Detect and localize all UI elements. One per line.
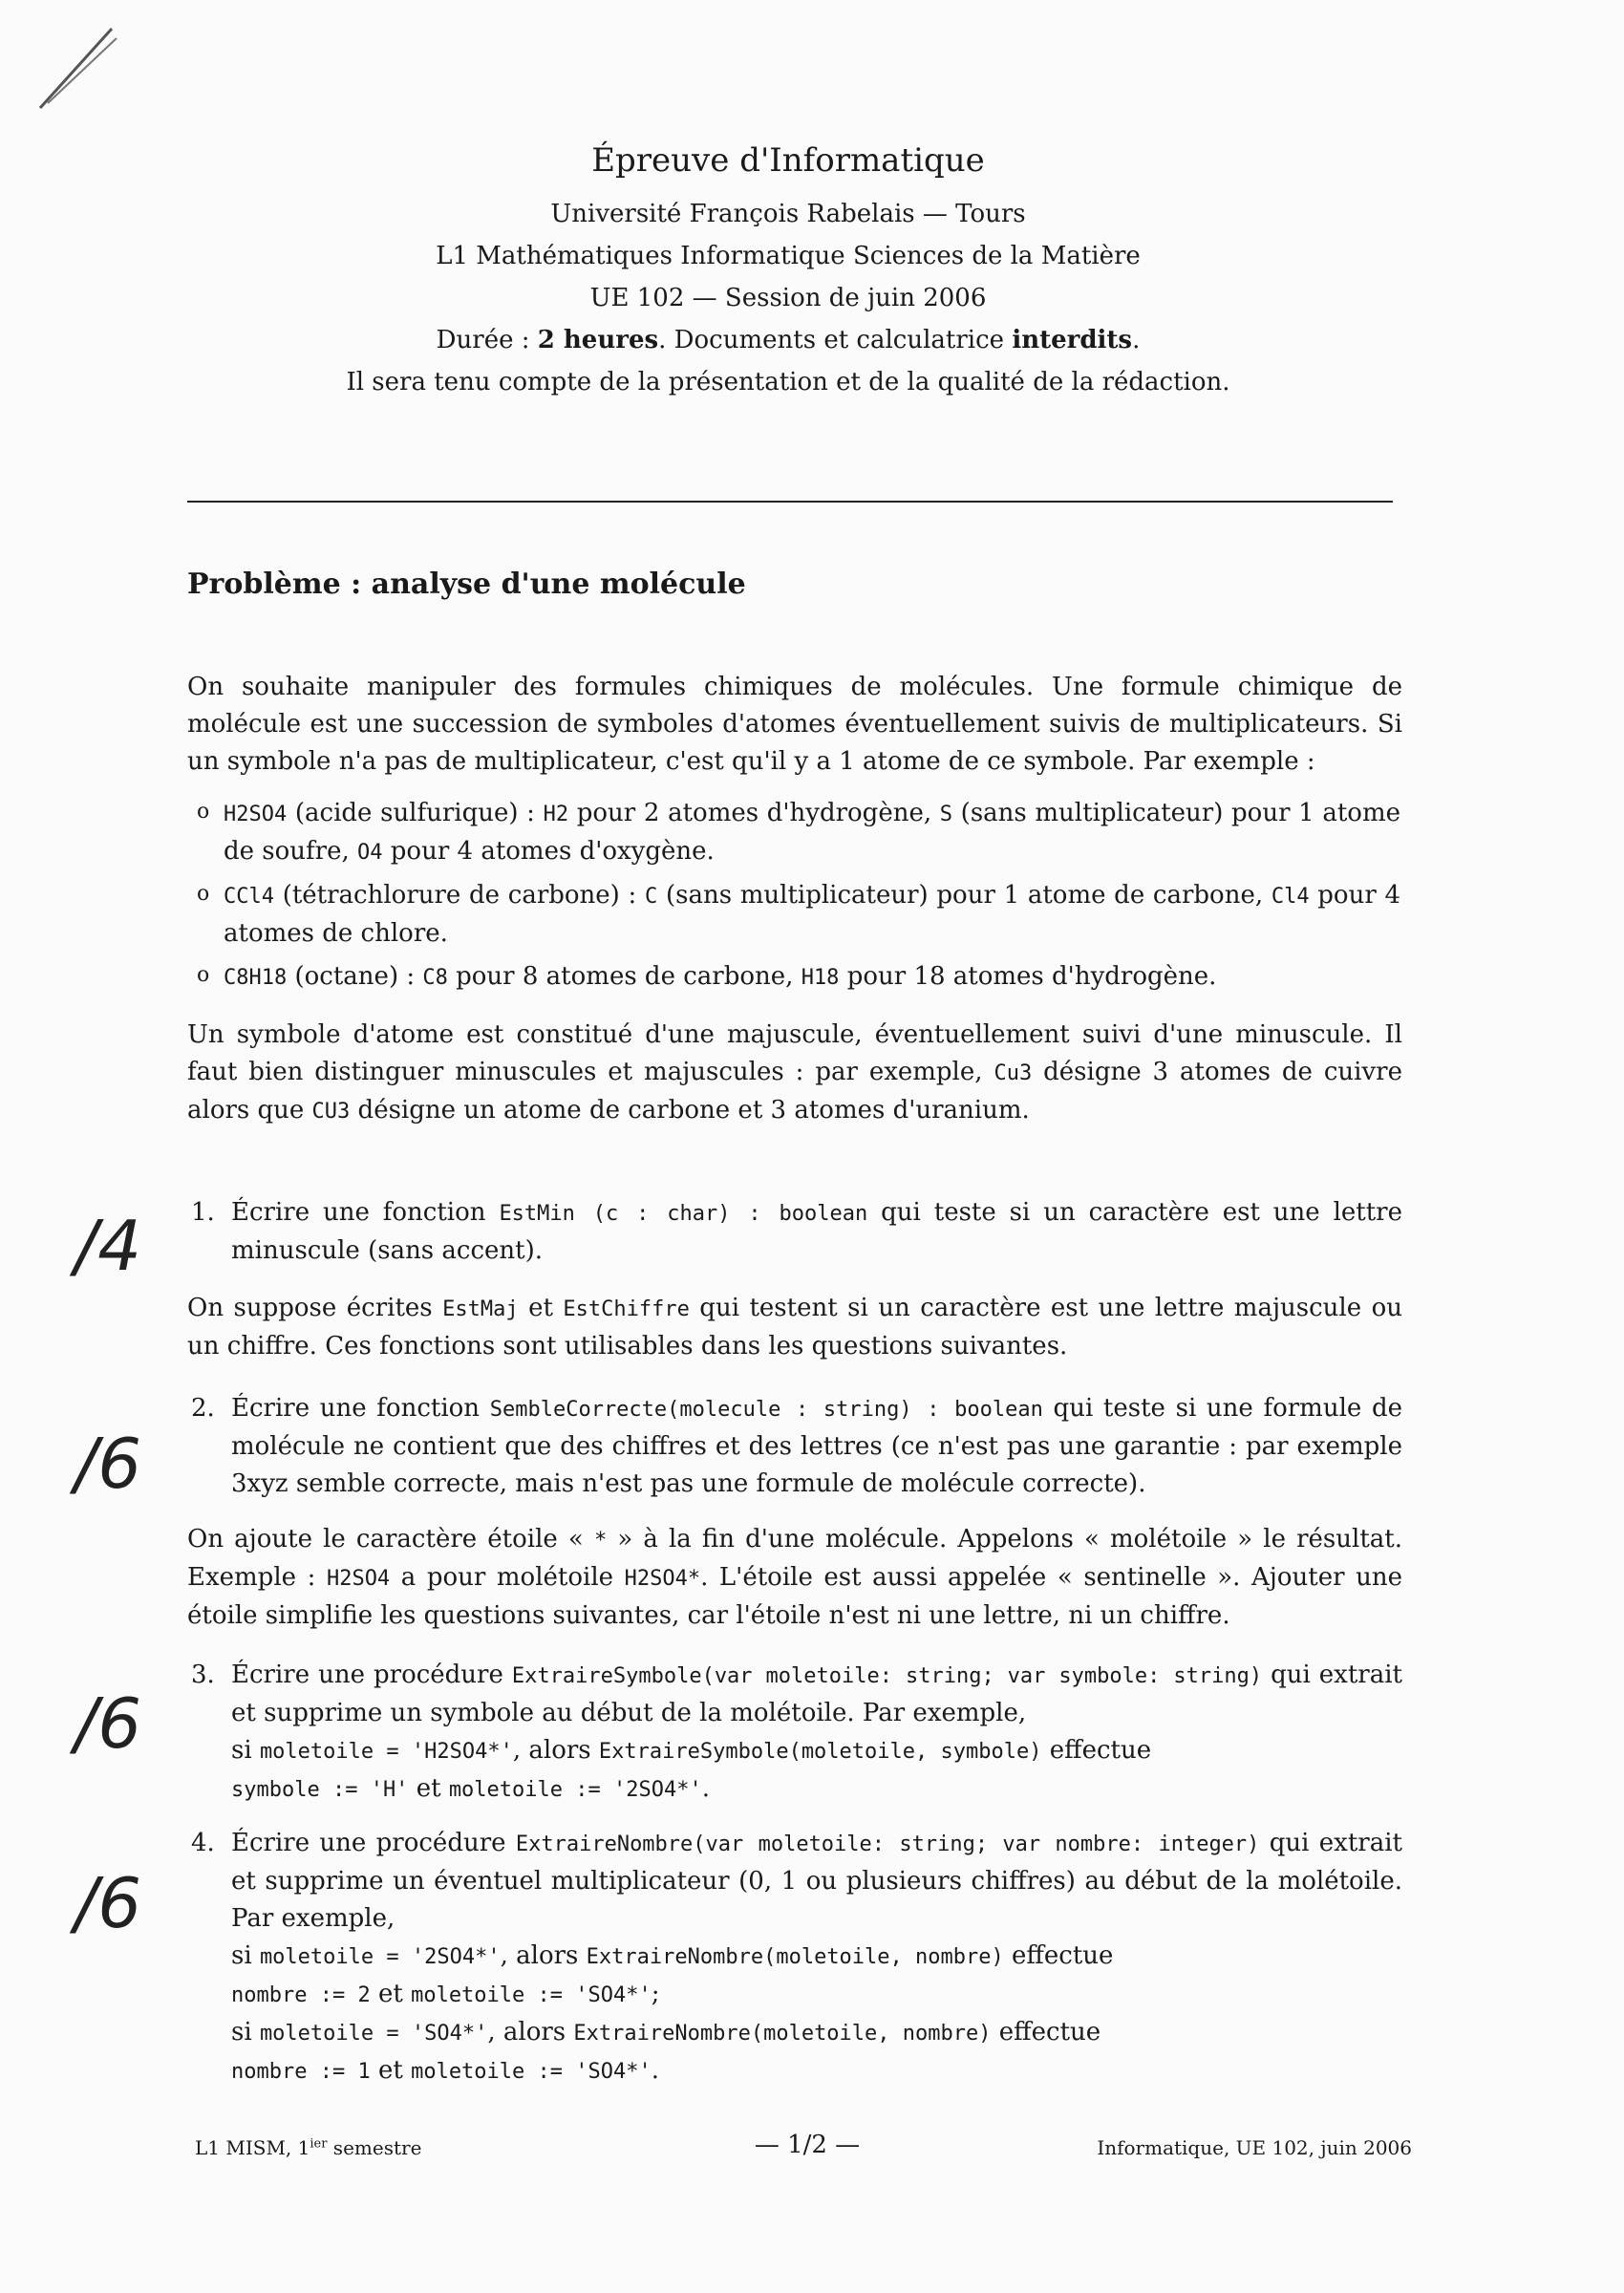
page-number: — 1/2 — [754, 2131, 861, 2159]
duration-value: 2 heures [537, 326, 659, 354]
question-4: 4. Écrire une procédure ExtraireNombre(var moletoile: string; var nombre: integer) qui extrait et supprime un éventuel multiplicateur (0, 1 ou plusieurs chiffres) au début de la molétoile. Par exemple, si moletoile = '2SO4*', alors ExtraireNombre(moletoile, nombre) effectue nombre := 2 et moletoile := 'SO4*'; si moletoile = 'SO4*', alors ExtraireNombre(moletoile, nombre) effectue nombre := 1 et moletoile := 'SO4*'. [191, 1829, 1402, 2085]
code-signature: ExtraireNombre(var moletoile: string; var nombre: integer) [515, 1832, 1260, 1856]
footer-right: Informatique, UE 102, juin 2006 [1097, 2136, 1412, 2159]
question-1: 1. Écrire une fonction EstMin (c : char) : boolean qui teste si un caractère est une lettre minuscule (sans accent). [191, 1198, 1402, 1265]
forbidden-label: interdits [1012, 326, 1133, 354]
code-signature: EstMin (c : char) : boolean [499, 1202, 868, 1226]
example-item: o CCl4 (tétrachlorure de carbone) : C (sans multiplicateur) pour 1 atome de carbone, Cl4 pour 4 atomes de chlore. [197, 877, 1400, 953]
problem-intro: On souhaite manipuler des formules chimiques de molécules. Une formule chimique de molécule est une succession de symboles d'atomes éventuellement suivis de multiplicateurs. Si un symbole n'a pas de multiplicateur, c'est qu'il y a 1 atome de ce symbole. Par exemple : [187, 673, 1402, 776]
symbol-paragraph: Un symbole d'atome est constitué d'une majuscule, éventuellement suivi d'une minuscule. Il faut bien distinguer minuscules et majuscules : par exemple, Cu3 désigne 3 atomes de cuivre alors que CU3 désigne un atome de carbone et 3 atomes d'uranium. [187, 1020, 1402, 1125]
exam-title: Épreuve d'Informatique [591, 141, 985, 180]
footer-left: L1 MISM, $1^{ier}$ semestre [195, 2136, 422, 2159]
handwritten-grade: /6 [75, 1863, 142, 1943]
header-divider [187, 501, 1393, 503]
sentinel-paragraph: On ajoute le caractère étoile « * » à la fin d'une molécule. Appelons « molétoile » le résultat. Exemple : H2SO4 a pour molétoile H2SO4*. L'étoile est aussi appelée « sentinelle ». Ajouter une étoile simplifie les questions suivantes, car l'étoile n'est ni une lettre, ni un chiffre. [187, 1525, 1402, 1630]
exam-header-info [0, 193, 1576, 403]
example-item: o H2SO4 (acide sulfurique) : H2 pour 2 atomes d'hydrogène, S (sans multiplicateur) pour 1 atome de soufre, O4 pour 4 atomes d'oxygène. [197, 795, 1400, 871]
handwritten-grade: /4 [75, 1206, 142, 1286]
code-signature: ExtraireSymbole(var moletoile: string; var symbole: string) [511, 1664, 1263, 1688]
problem-title: Problème : analyse d'une molécule [187, 568, 746, 601]
question-2: 2. Écrire une fonction SembleCorrecte(molecule : string) : boolean qui teste si une formule de molécule ne contient que des chiffres et des lettres (ce n'est pas une garantie : par exemple 3xyz semble correcte, mais n'est pas une formule de molécule correcte). [191, 1394, 1402, 1498]
university-line: Université François Rabelais — Tours [550, 200, 1026, 228]
code-signature: SembleCorrecte(molecule : string) : boolean [489, 1398, 1043, 1422]
session-line: UE 102 — Session de juin 2006 [589, 284, 987, 312]
presentation-note: Il sera tenu compte de la présentation et de la qualité de la rédaction. [346, 368, 1230, 396]
pen-stroke-mark [21, 17, 126, 122]
duration-line: Durée : 2 heures. Documents et calculatrice interdits. [436, 326, 1141, 354]
handwritten-grade: /6 [75, 1683, 142, 1764]
example-item: o C8H18 (octane) : C8 pour 8 atomes de carbone, H18 pour 18 atomes d'hydrogène. [197, 958, 1400, 996]
handwritten-grade: /6 [75, 1424, 142, 1504]
program-line: L1 Mathématiques Informatique Sciences de la Matière [436, 242, 1141, 270]
assumption-paragraph: On suppose écrites EstMaj et EstChiffre qui testent si un caractère est une lettre majuscule ou un chiffre. Ces fonctions sont utilisables dans les questions suivantes. [187, 1294, 1402, 1361]
examples-list [197, 795, 1400, 1002]
question-3: 3. Écrire une procédure ExtraireSymbole(var moletoile: string; var symbole: string) qui extrait et supprime un symbole au début de la molétoile. Par exemple, si moletoile = 'H2SO4*', alors ExtraireSymbole(moletoile, symbole) effectue symbole := 'H' et moletoile := '2SO4*'. [191, 1661, 1402, 1803]
